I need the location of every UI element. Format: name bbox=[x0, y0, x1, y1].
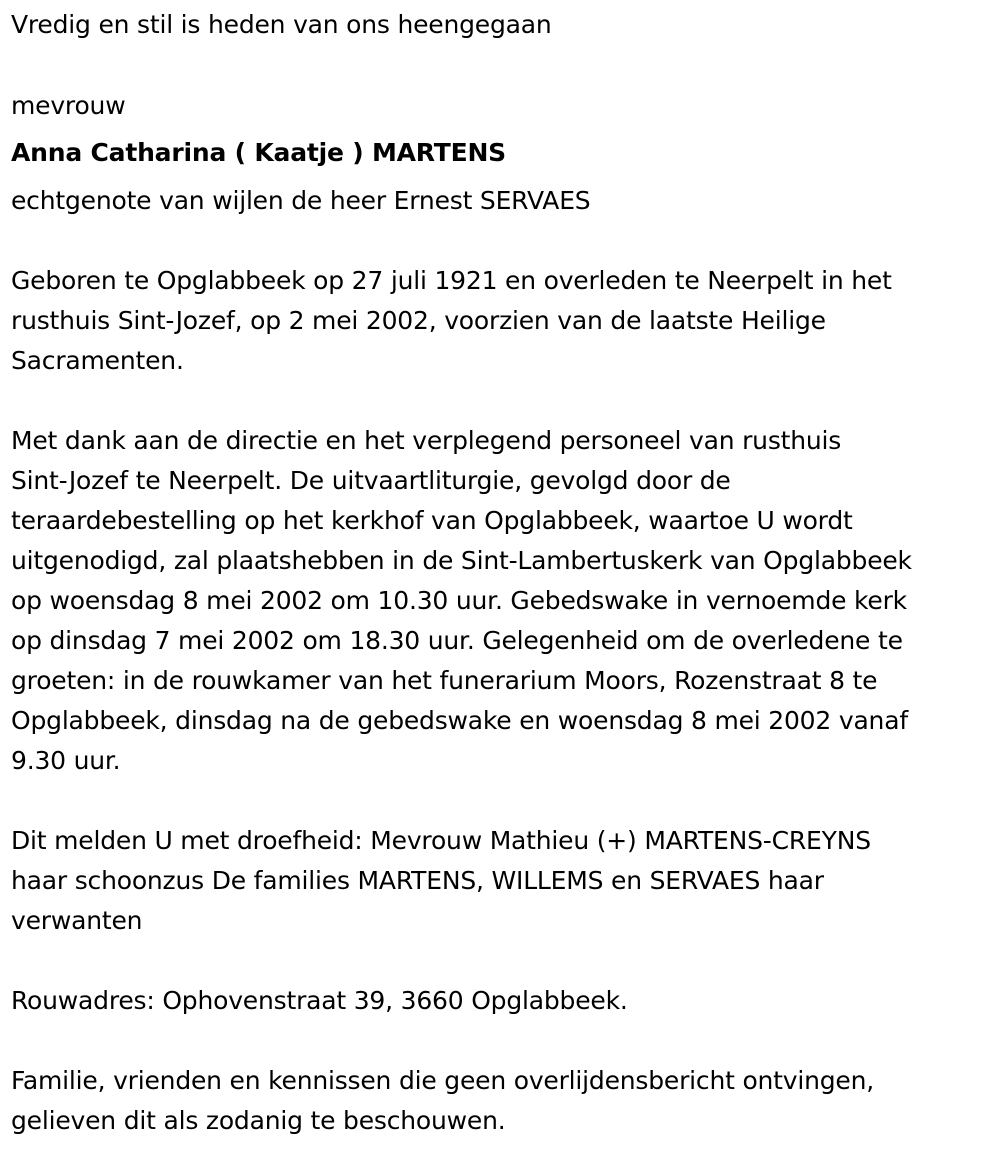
paragraph-line: uitgenodigd, zal plaatshebben in de Sint-Lambertuskerk van Opglabbeek bbox=[11, 546, 912, 575]
paragraph-line: Familie, vrienden en kennissen die geen overlijdensbericht ontvingen, bbox=[11, 1066, 875, 1095]
paragraph-line: op woensdag 8 mei 2002 om 10.30 uur. Gebedswake in vernoemde kerk bbox=[11, 586, 907, 615]
paragraph-line: groeten: in de rouwkamer van het funerarium Moors, Rozenstraat 8 te bbox=[11, 666, 878, 695]
paragraph-line: teraardebestelling op het kerkhof van Opglabbeek, waartoe U wordt bbox=[11, 506, 853, 535]
paragraph-line: 9.30 uur. bbox=[11, 746, 121, 775]
paragraph-line: Dit melden U met droefheid: Mevrouw Mathieu (+) MARTENS-CREYNS bbox=[11, 826, 871, 855]
intro-line: Vredig en stil is heden van ons heengegaan bbox=[11, 10, 552, 39]
paragraph-line: Sint-Jozef te Neerpelt. De uitvaartliturgie, gevolgd door de bbox=[11, 466, 731, 495]
deceased-name: Anna Catharina ( Kaatje ) MARTENS bbox=[11, 138, 506, 167]
paragraph-line: verwanten bbox=[11, 906, 143, 935]
paragraph-line: op dinsdag 7 mei 2002 om 18.30 uur. Gelegenheid om de overledene te bbox=[11, 626, 903, 655]
salutation: mevrouw bbox=[11, 91, 126, 120]
paragraph-line: Sacramenten. bbox=[11, 346, 184, 375]
paragraph-line: Geboren te Opglabbeek op 27 juli 1921 en overleden te Neerpelt in het bbox=[11, 266, 892, 295]
spouse-line: echtgenote van wijlen de heer Ernest SERVAES bbox=[11, 186, 591, 215]
paragraph-line: Met dank aan de directie en het verplegend personeel van rusthuis bbox=[11, 426, 842, 455]
paragraph-line: rusthuis Sint-Jozef, op 2 mei 2002, voorzien van de laatste Heilige bbox=[11, 306, 826, 335]
paragraph-line: Opglabbeek, dinsdag na de gebedswake en woensdag 8 mei 2002 vanaf bbox=[11, 706, 908, 735]
paragraph-line: haar schoonzus De families MARTENS, WILLEMS en SERVAES haar bbox=[11, 866, 824, 895]
paragraph-line: gelieven dit als zodanig te beschouwen. bbox=[11, 1106, 506, 1135]
mourning-address: Rouwadres: Ophovenstraat 39, 3660 Opglabbeek. bbox=[11, 986, 628, 1015]
